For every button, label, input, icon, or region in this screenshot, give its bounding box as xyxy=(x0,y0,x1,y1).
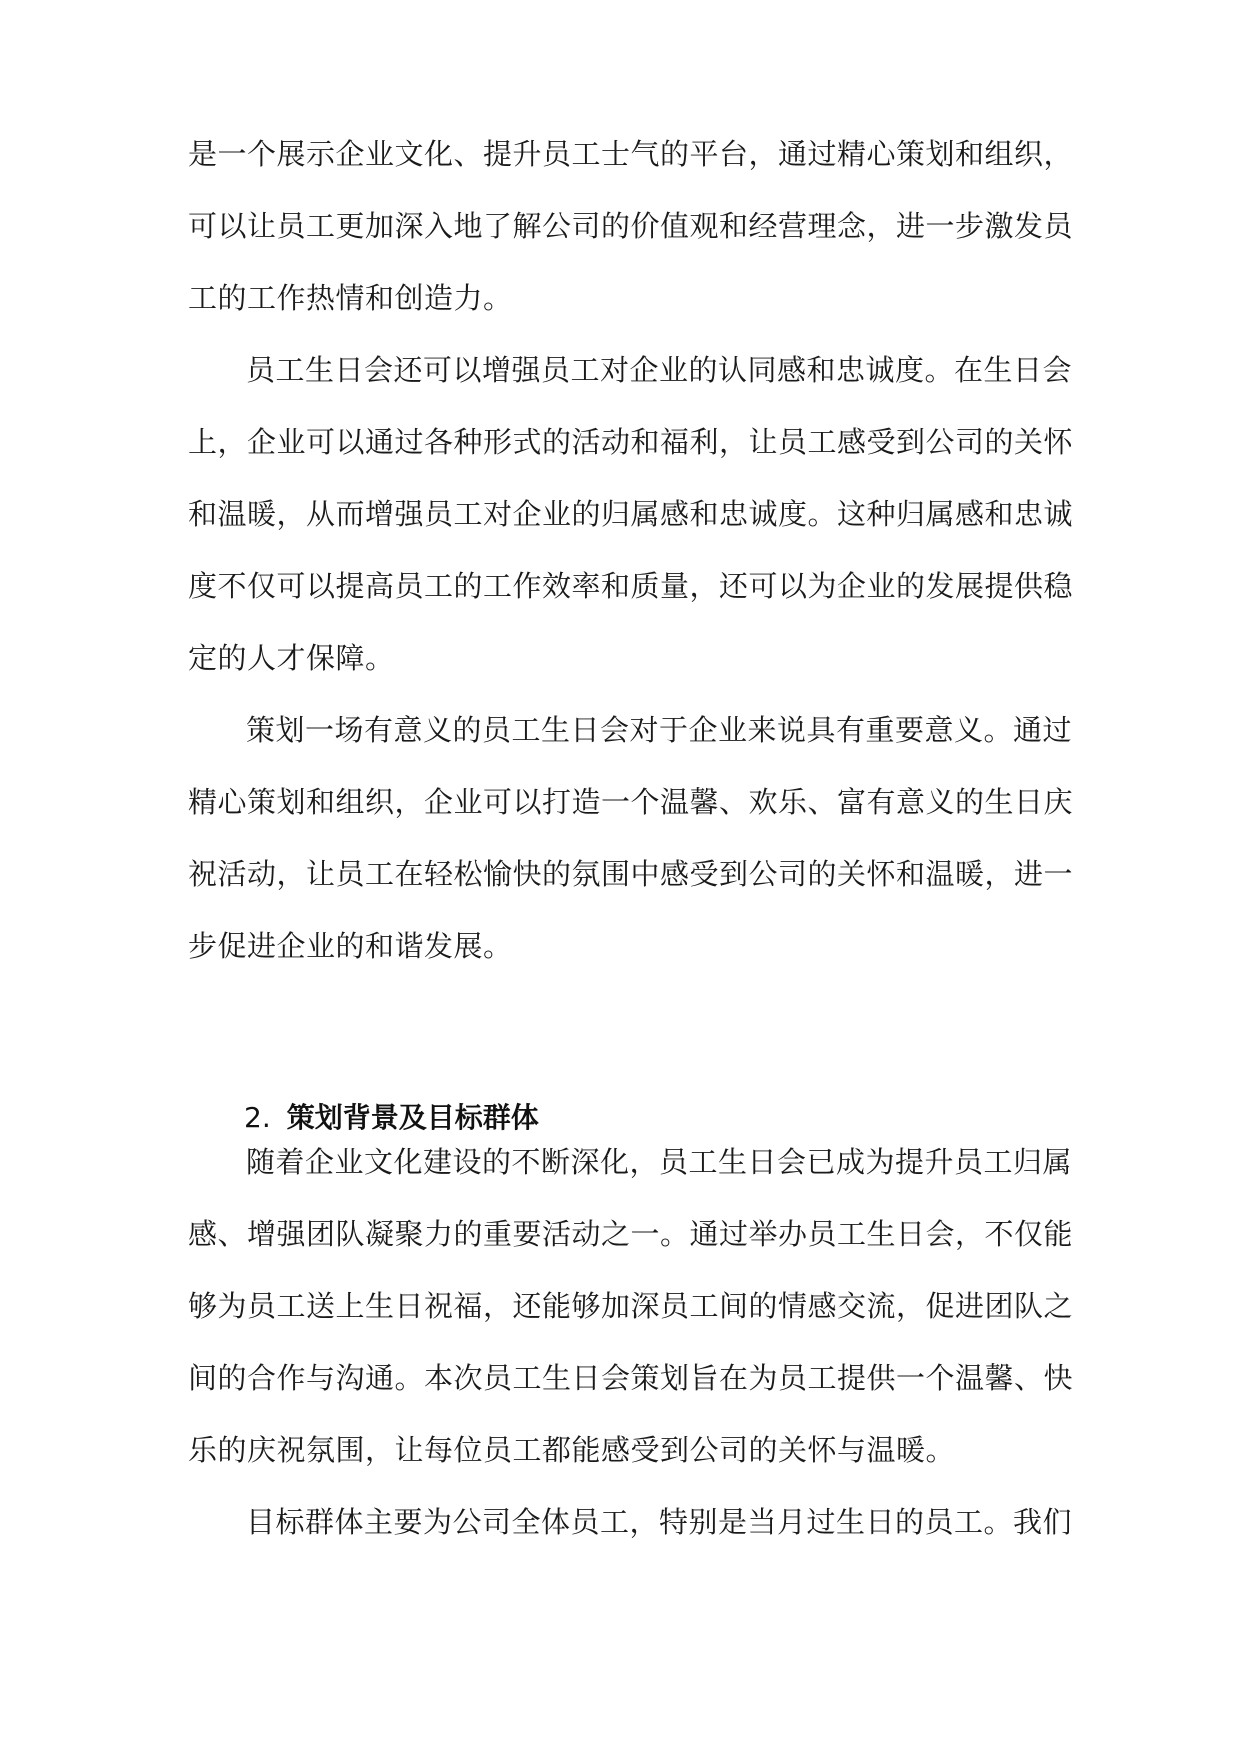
section-title: 策划背景及目标群体 xyxy=(286,1101,539,1134)
paragraph-3-line-2: 精心策划和组织，企业可以打造一个温馨、欢乐、富有意义的生日庆 xyxy=(188,785,1074,819)
paragraph-2-line-1: 员工生日会还可以增强员工对企业的认同感和忠诚度。在生日会 xyxy=(246,353,1073,387)
section-paragraph-1-line-5: 乐的庆祝氛围，让每位员工都能感受到公司的关怀与温暖。 xyxy=(188,1433,956,1467)
paragraph-2-line-4: 度不仅可以提高员工的工作效率和质量，还可以为企业的发展提供稳 xyxy=(188,569,1074,603)
section-paragraph-1-line-4: 间的合作与沟通。本次员工生日会策划旨在为员工提供一个温馨、快 xyxy=(188,1361,1074,1395)
paragraph-1-line-1: 是一个展示企业文化、提升员工士气的平台，通过精心策划和组织， xyxy=(188,137,1074,171)
section-number: 2. xyxy=(244,1101,271,1134)
paragraph-1-line-3: 工的工作热情和创造力。 xyxy=(188,281,513,315)
paragraph-2-line-3: 和温暖，从而增强员工对企业的归属感和忠诚度。这种归属感和忠诚 xyxy=(188,497,1074,531)
paragraph-2-line-5: 定的人才保障。 xyxy=(188,641,395,675)
paragraph-3-line-3: 祝活动，让员工在轻松愉快的氛围中感受到公司的关怀和温暖，进一 xyxy=(188,857,1074,891)
section-paragraph-2-line-1: 目标群体主要为公司全体员工，特别是当月过生日的员工。我们 xyxy=(246,1505,1073,1539)
paragraph-3-line-4: 步促进企业的和谐发展。 xyxy=(188,929,513,963)
section-paragraph-1-line-3: 够为员工送上生日祝福，还能够加深员工间的情感交流，促进团队之 xyxy=(188,1289,1074,1323)
section-heading xyxy=(244,1096,539,1136)
paragraph-3-line-1: 策划一场有意义的员工生日会对于企业来说具有重要意义。通过 xyxy=(246,713,1073,747)
paragraph-2-line-2: 上，企业可以通过各种形式的活动和福利，让员工感受到公司的关怀 xyxy=(188,425,1074,459)
paragraph-1-line-2: 可以让员工更加深入地了解公司的价值观和经营理念，进一步激发员 xyxy=(188,209,1074,243)
section-paragraph-1-line-2: 感、增强团队凝聚力的重要活动之一。通过举办员工生日会，不仅能 xyxy=(188,1217,1074,1251)
section-paragraph-1-line-1: 随着企业文化建设的不断深化，员工生日会已成为提升员工归属 xyxy=(246,1145,1073,1179)
